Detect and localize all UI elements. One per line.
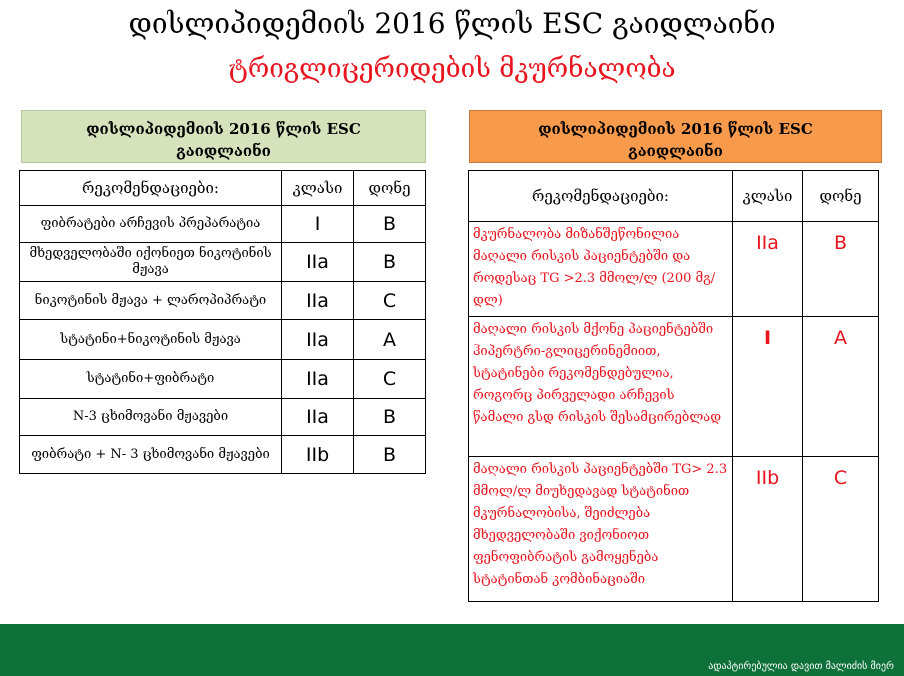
recommendation-cell: მაღალი რისკის მქონე პაციენტებში ჰიპერტრი-გლიცერინემიით, სტატინები რეკომენდებულია, როგორც პირველადი არჩევის წამალი გსდ რისკის შესამცირებლად [469,317,733,457]
right-header-line1: დისლიპიდემიის 2016 წლის ESC [538,120,813,138]
table-row [469,317,879,457]
column-header-level: დონე [354,171,426,206]
right-header-line2: გაიდლაინი [628,142,723,160]
table-row [20,282,426,320]
class-cell: IIa [733,222,803,317]
recommendation-cell: მხედველობაში იქონიეთ ნიკოტინის მჟავა [20,243,282,282]
class-cell: IIa [282,320,354,360]
column-header-recommendations: რეკომენდაციები: [20,171,282,206]
class-cell: IIb [733,457,803,602]
level-cell: C [354,360,426,399]
level-cell: C [354,282,426,320]
class-cell: I [733,317,803,457]
level-cell: A [354,320,426,360]
class-cell: IIa [282,243,354,282]
table-row [469,222,879,317]
level-cell: B [354,206,426,243]
recommendation-cell: მკურნალობა მიზანშეწონილია მაღალი რისკის პაციენტებში და როდესაც TG >2.3 მმოლ/ლ (200 მგ/დლ) [469,222,733,317]
left-header-line1: დისლიპიდემიის 2016 წლის ESC [86,120,361,138]
table-row [20,243,426,282]
recommendation-cell: სტატინი+ნიკოტინის მჟავა [20,320,282,360]
recommendation-cell: N-3 ცხიმოვანი მჟავები [20,399,282,436]
table-row [20,436,426,474]
footer-bar [0,624,904,676]
table-header-row [20,171,426,206]
class-cell: IIa [282,399,354,436]
table-row [20,399,426,436]
level-cell: B [354,399,426,436]
column-header-recommendations: რეკომენდაციები: [469,171,733,222]
table-row [20,360,426,399]
class-cell: IIa [282,360,354,399]
left-header-line2: გაიდლაინი [176,142,271,160]
footer-credit: ადაპტირებულია დავით მალიძის მიერ [708,661,894,672]
level-cell: C [803,457,879,602]
right-recommendations-table [468,170,879,602]
table-header-row [469,171,879,222]
recommendation-cell: ნიკოტინის მჟავა + ლაროპიპრატი [20,282,282,320]
left-panel-header [21,110,426,163]
table-row [20,320,426,360]
column-header-class: კლასი [733,171,803,222]
column-header-class: კლასი [282,171,354,206]
table-row [20,206,426,243]
column-header-level: დონე [803,171,879,222]
recommendation-cell: ფიბრატი + N- 3 ცხიმოვანი მჟავები [20,436,282,474]
recommendation-cell: მაღალი რისკის პაციენტებში TG> 2.3 მმოლ/ლ მიუხედავად სტატინით მკურნალობისა, შეიძლება მხედველობაში ვიქონიოთ ფენოფიბრატის გამოყენება სტატინთან კომბინაციაში [469,457,733,602]
right-panel-header [469,110,882,163]
slide-title: დისლიპიდემიის 2016 წლის ESC გაიდლაინი [128,7,776,40]
left-recommendations-table [19,170,426,474]
slide-subtitle: ტრიგლიცერიდების მკურნალობა [228,54,676,84]
table-row [469,457,879,602]
level-cell: B [354,436,426,474]
level-cell: A [803,317,879,457]
level-cell: B [803,222,879,317]
class-cell: IIb [282,436,354,474]
class-cell: I [282,206,354,243]
class-cell: IIa [282,282,354,320]
recommendation-cell: ფიბრატები არჩევის პრეპარატია [20,206,282,243]
level-cell: B [354,243,426,282]
recommendation-cell: სტატინი+ფიბრატი [20,360,282,399]
